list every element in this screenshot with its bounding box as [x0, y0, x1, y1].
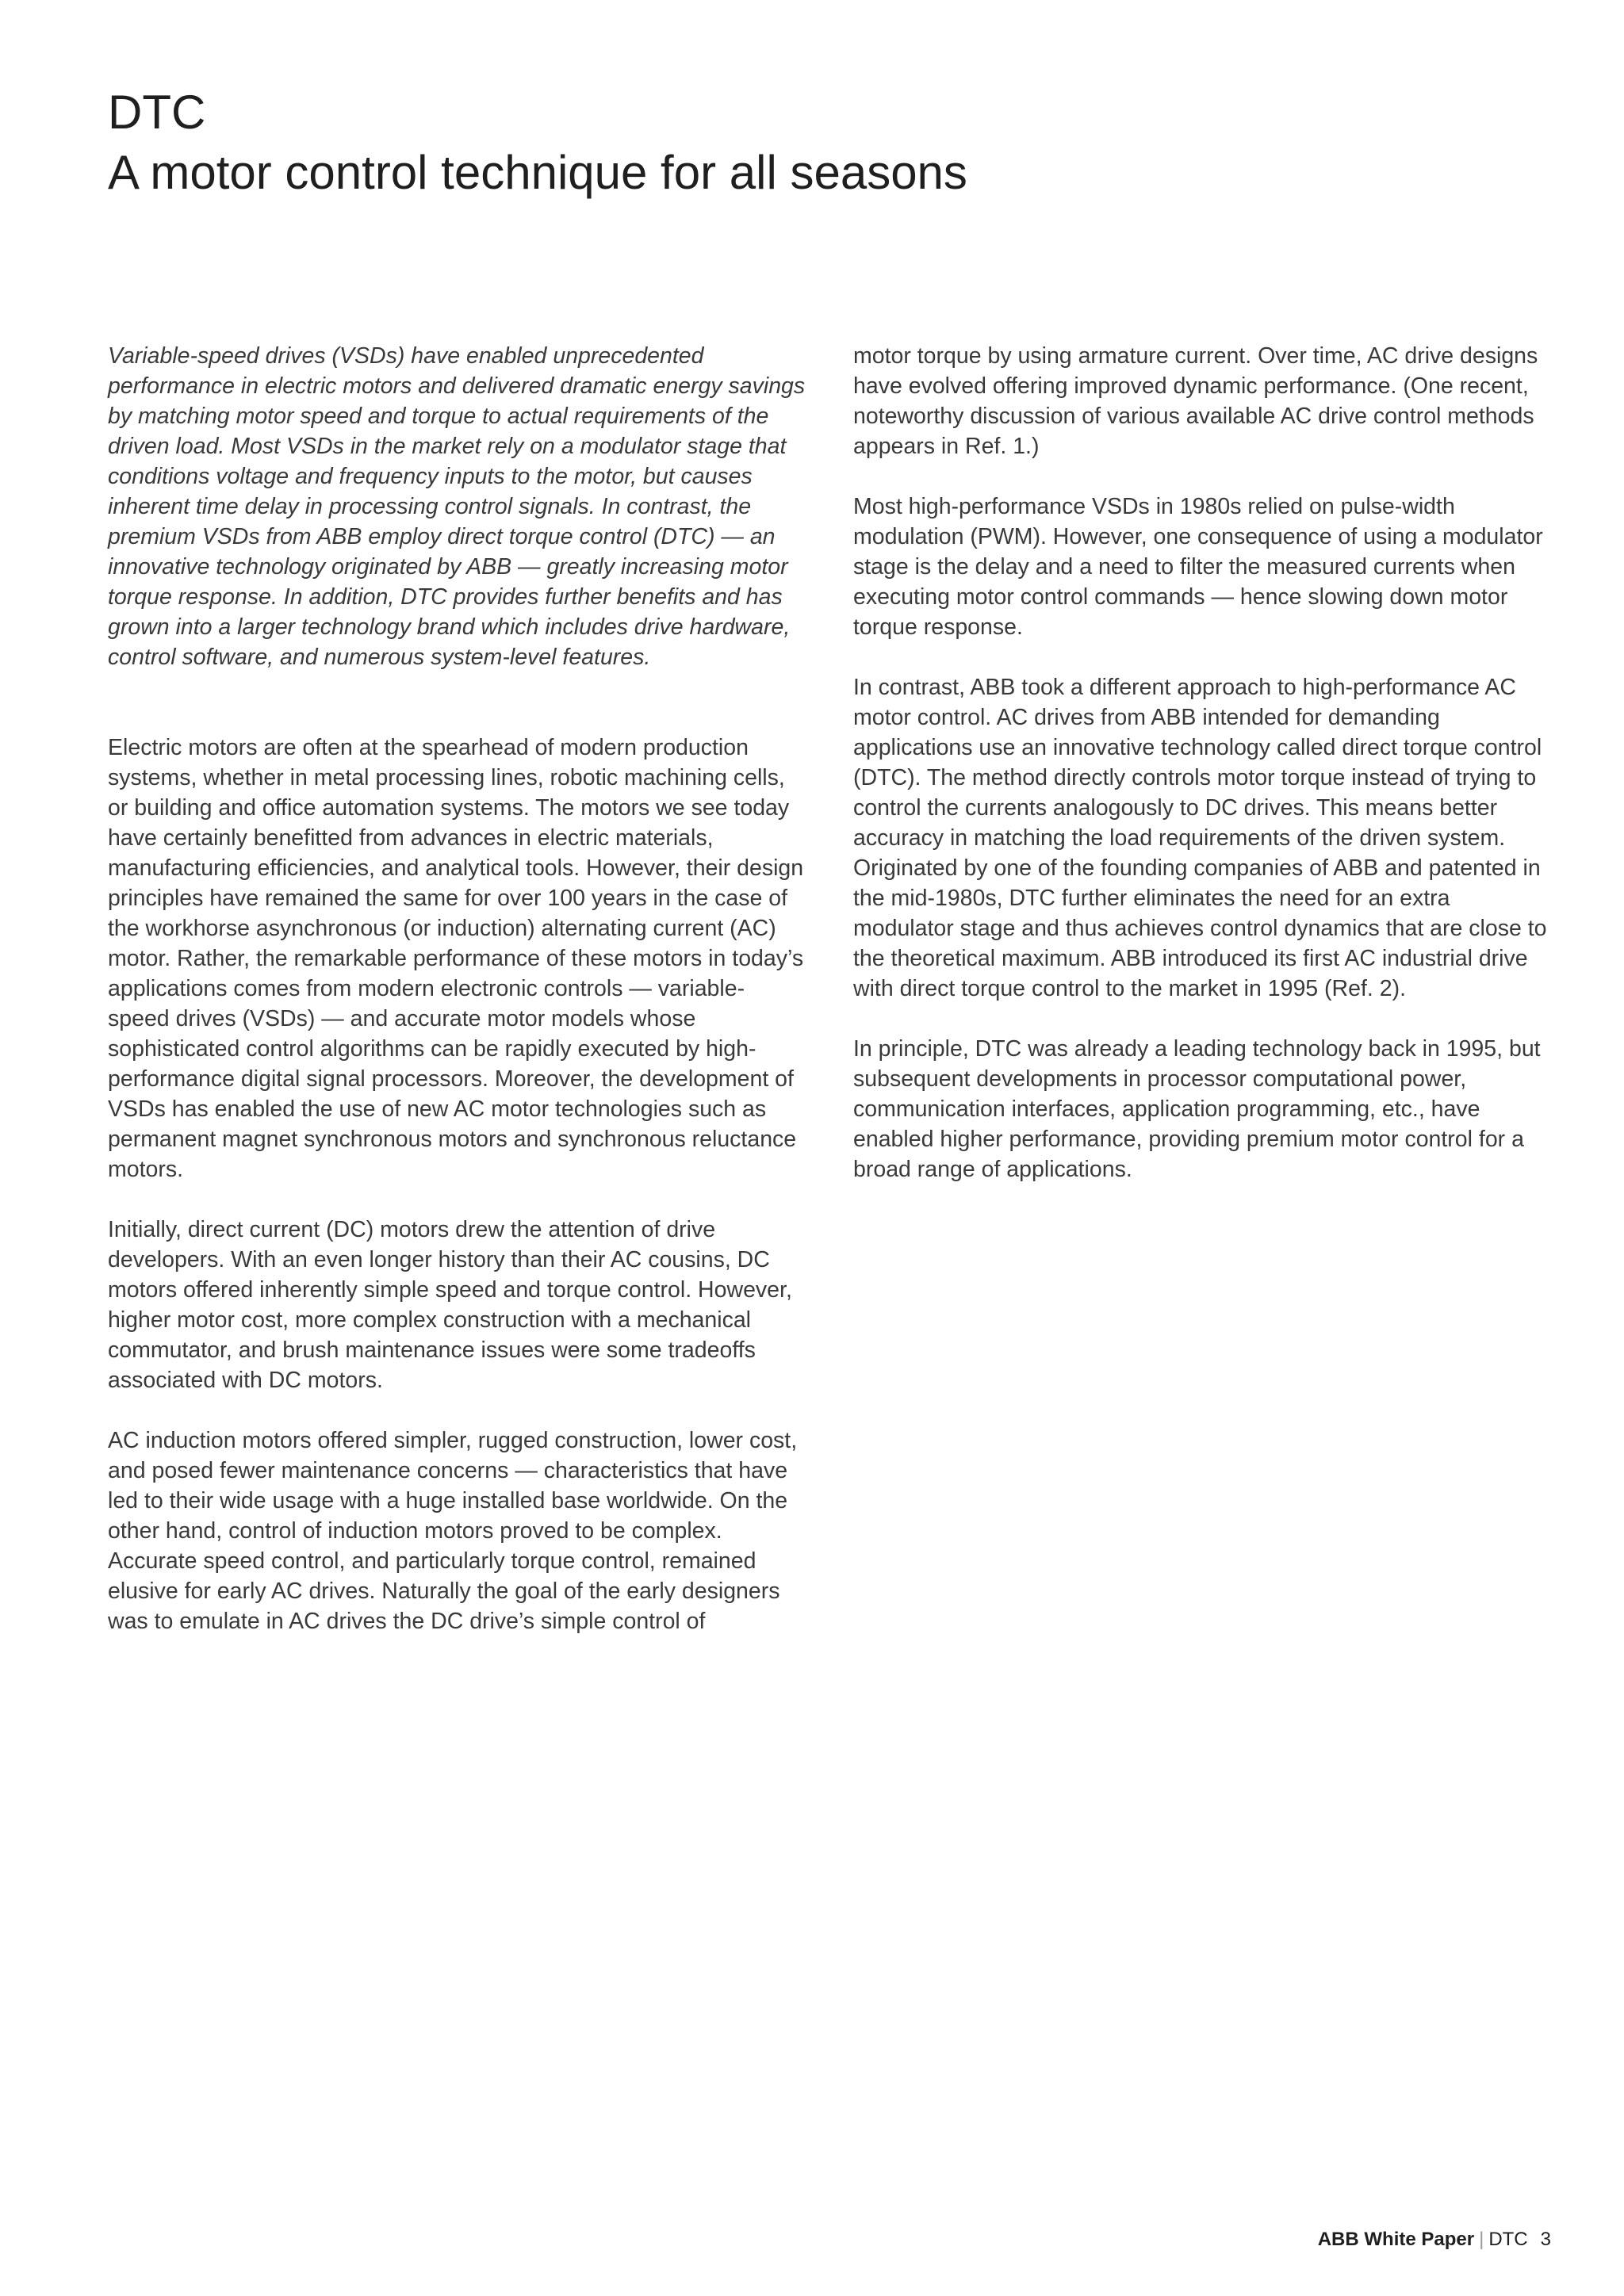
- left-column: [108, 341, 806, 1667]
- right-column: [853, 341, 1551, 1215]
- footer-separator: |: [1479, 2229, 1484, 2250]
- body-paragraph: Initially, direct current (DC) motors drew the attention of drive developers. With an even longer history than their AC cousins, DC motors offered inherently simple speed and torque control. However, higher motor cost, more complex construction with a mechanical commutator, and brush maintenance issues were some tradeoffs associated with DC motors.: [108, 1217, 792, 1393]
- body-paragraph: motor torque by using armature current. Over time, AC drive designs have evolved offering improved dynamic performance. (One recent, noteworthy discussion of various available AC drive control methods appears in Ref. 1.): [853, 343, 1538, 459]
- intro-paragraph: Variable-speed drives (VSDs) have enabled unprecedented performance in electric motors and delivered dramatic energy savings by matching motor speed and torque to actual requirements of the driven load. Most VSDs in the market rely on a modulator stage that conditions voltage and frequency inputs to the motor, but causes inherent time delay in processing control signals. In contrast, the premium VSDs from ABB employ direct torque control (DTC) — an innovative technology originated by ABB — greatly increasing motor torque response. In addition, DTC provides further benefits and has grown into a larger technology brand which includes drive hardware, control software, and numerous system-level features.: [108, 343, 806, 670]
- page-title-block: [108, 82, 1456, 203]
- body-paragraph: Electric motors are often at the spearhead of modern production systems, whether in metal processing lines, robotic machining cells, or building and office automation systems. The motors we see today have certainly benefitted from advances in electric materials, manufacturing efficiencies, and analytical tools. However, their design principles have remained the same for over 100 years in the case of the workhorse asynchronous (or induction) alternating current (AC) motor. Rather, the remarkable performance of these motors in today’s applications comes from modern electronic controls — variable-speed drives (VSDs) — and accurate motor models whose sophisticated control algorithms can be rapidly executed by high-performance digital signal processors. Moreover, the development of VSDs has enabled the use of new AC motor technologies such as permanent magnet synchronous motors and synchronous reluctance motors.: [108, 735, 804, 1182]
- body-paragraph: In principle, DTC was already a leading technology back in 1995, but subsequent developments in processor computational power, communication interfaces, application programming, etc., have enabled higher performance, providing premium motor control for a broad range of applications.: [853, 1036, 1541, 1182]
- footer-brand: ABB White Paper: [1317, 2229, 1475, 2250]
- page-title-line-1: DTC: [108, 86, 206, 139]
- page-footer: [1318, 2228, 1551, 2252]
- body-paragraph: AC induction motors offered simpler, rugged construction, lower cost, and posed fewer maintenance concerns — characteristics that have led to their wide usage with a huge installed base worldwide. On the other hand, control of induction motors proved to be complex. Accurate speed control, and particularly torque control, remained elusive for early AC drives. Naturally the goal of the early designers was to emulate in AC drives the DC drive’s simple control of: [108, 1428, 798, 1634]
- body-paragraph: Most high-performance VSDs in 1980s relied on pulse-width modulation (PWM). However, one consequence of using a modulator stage is the delay and a need to filter the measured currents when executing motor control commands — hence slowing down motor torque response.: [853, 494, 1543, 640]
- page-number: 3: [1540, 2229, 1551, 2250]
- footer-section: DTC: [1488, 2229, 1528, 2250]
- page-title-line-2: A motor control technique for all seasons: [108, 146, 967, 199]
- body-paragraph: In contrast, ABB took a different approach to high-performance AC motor control. AC drives from ABB intended for demanding applications use an innovative technology called direct torque control (DTC). The method directly controls motor torque instead of trying to control the currents analogously to DC drives. This means better accuracy in matching the load requirements of the driven system. Originated by one of the founding companies of ABB and patented in the mid-1980s, DTC further eliminates the need for an extra modulator stage and thus achieves control dynamics that are close to the theoretical maximum. ABB introduced its first AC industrial drive with direct torque control to the market in 1995 (Ref. 2).: [853, 675, 1547, 1001]
